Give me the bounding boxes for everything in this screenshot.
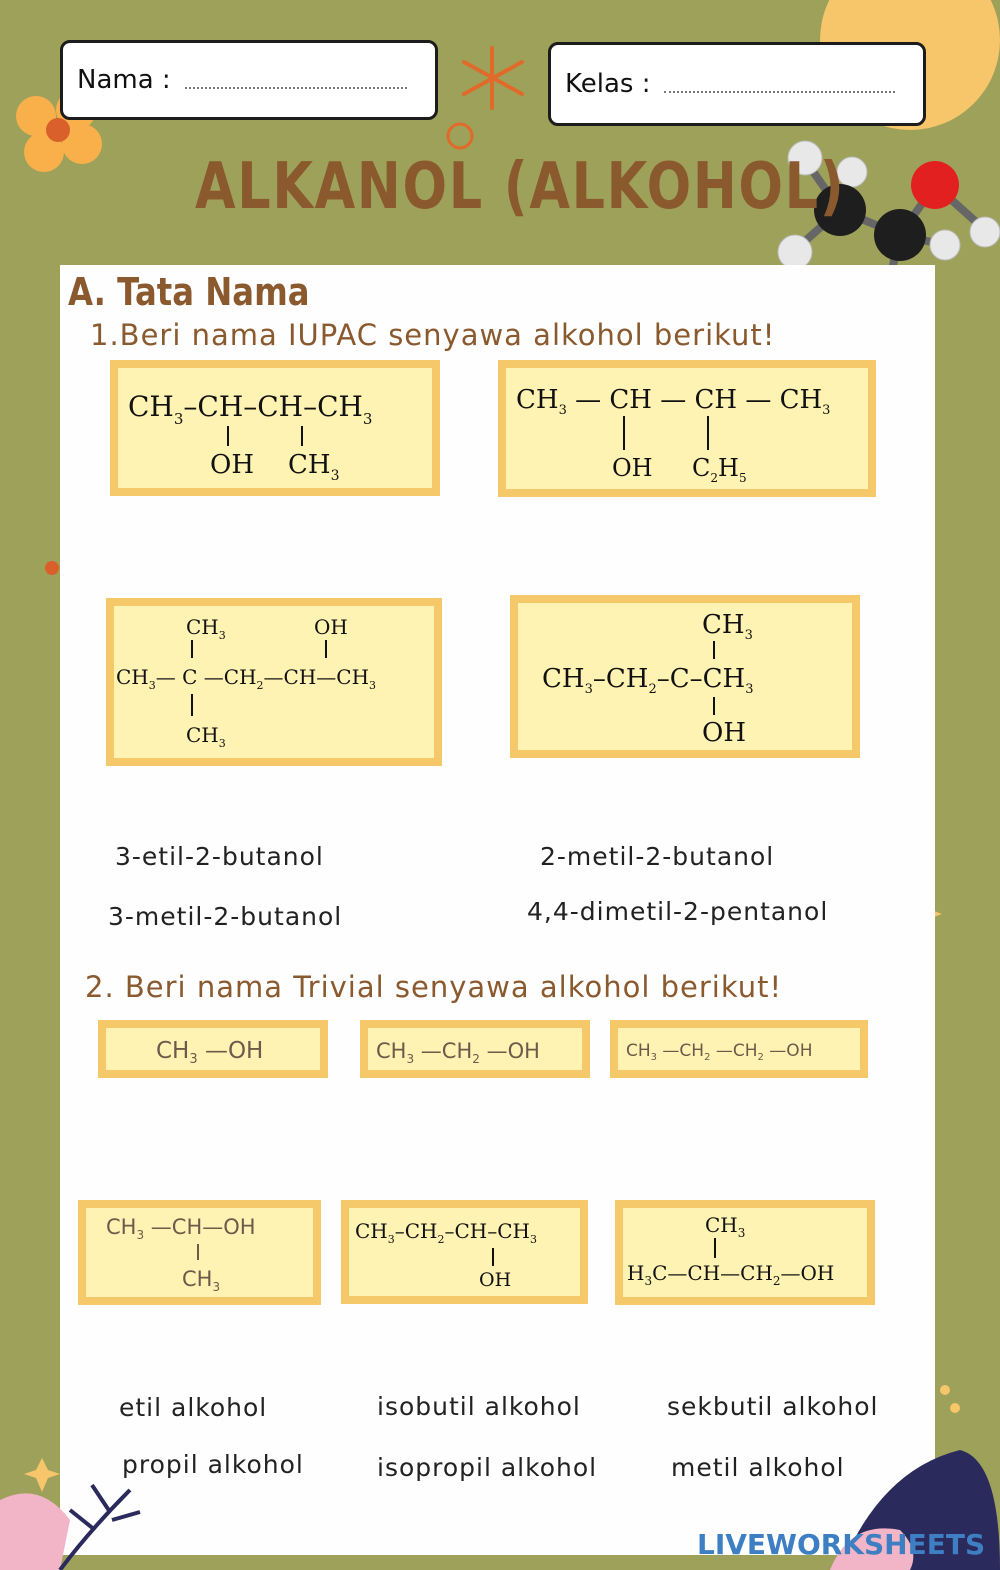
svg-text:CH3: $CH_3$ xyxy=(702,610,753,643)
nama-label: Nama : xyxy=(77,65,171,95)
answer-choice[interactable]: isopropil alkohol xyxy=(377,1453,598,1482)
answer-choice[interactable]: 3-etil-2-butanol xyxy=(115,842,324,871)
svg-text:CH3 —CH2 —CH2 —OH: $CH_3$ $—CH_2$ $—CH_2$ —OH xyxy=(626,1041,813,1063)
page-title: ALKANOL (ALKOHOL) xyxy=(195,150,846,224)
asterisk-icon xyxy=(464,48,522,108)
answer-choice[interactable]: metil alkohol xyxy=(671,1453,845,1482)
svg-text:C2H5: $C_2H_5$ xyxy=(692,454,747,485)
structure-6 xyxy=(360,1020,590,1078)
structure-3 xyxy=(106,598,442,766)
answer-choice[interactable]: propil alkohol xyxy=(122,1450,304,1479)
svg-text:OH: OH xyxy=(314,615,348,639)
answer-choice[interactable]: etil alkohol xyxy=(119,1393,268,1422)
structure-9 xyxy=(341,1200,588,1304)
svg-text:CH3: $CH_3$ xyxy=(705,1213,746,1240)
structure-7 xyxy=(610,1020,868,1078)
svg-text:CH3–CH2–C–CH3: $CH_3-CH_2-C-CH_3$ xyxy=(542,664,754,697)
answer-choice[interactable]: sekbutil alkohol xyxy=(667,1392,879,1421)
structure-8 xyxy=(78,1200,321,1305)
structure-5 xyxy=(98,1020,328,1078)
svg-text:CH3— C —CH2—CH—CH3: $CH_3—$ C $—CH_2—CH—CH_3$ xyxy=(116,665,377,692)
svg-text:CH3: $CH_3$ xyxy=(182,1267,221,1294)
answer-choice[interactable]: 2-metil-2-butanol xyxy=(540,842,775,871)
structure-10 xyxy=(615,1200,875,1305)
structure-1 xyxy=(110,360,440,496)
watermark: LIVEWORKSHEETS xyxy=(697,1528,986,1561)
svg-text:OH: OH xyxy=(210,450,254,480)
answer-choice[interactable]: 4,4-dimetil-2-pentanol xyxy=(527,897,829,926)
nama-dotted-line xyxy=(185,86,407,89)
small-ring xyxy=(448,124,472,148)
nama-field[interactable] xyxy=(60,40,438,120)
answer-choice[interactable]: 3-metil-2-butanol xyxy=(108,902,343,931)
answer-choice[interactable]: isobutil alkohol xyxy=(377,1392,581,1421)
svg-text:CH3: $CH_3$ xyxy=(186,723,226,750)
kelas-label: Kelas : xyxy=(565,69,651,99)
kelas-dotted-line xyxy=(664,90,895,93)
kelas-field[interactable] xyxy=(548,42,926,126)
svg-text:CH3 — CH — CH — CH3: $CH_3$ — CH — CH — $CH_3$ xyxy=(516,385,831,418)
question-1: 1.Beri nama IUPAC senyawa alkohol berikut! xyxy=(90,318,776,352)
question-2: 2. Beri nama Trivial senyawa alkohol berikut! xyxy=(85,970,783,1004)
svg-text:CH3–CH2–CH–CH3: $CH_3-CH_2-CH-CH_3$ xyxy=(355,1219,537,1246)
svg-text:CH3–CH–CH–CH3: $CH_3-CH-CH-CH_3$ xyxy=(128,390,373,428)
svg-text:H3C—CH—CH2—OH: $H_3C—CH—CH_2—OH$ xyxy=(627,1261,835,1288)
section-heading: A. Tata Nama xyxy=(68,270,310,314)
svg-text:CH3: $CH_3$ xyxy=(186,615,226,642)
structure-4 xyxy=(510,595,860,758)
svg-text:OH: OH xyxy=(479,1269,512,1291)
svg-text:CH3 —OH: $CH_3$ —OH xyxy=(156,1038,264,1067)
svg-text:CH3 —CH2 —OH: $CH_3$ $—CH_2$ —OH xyxy=(376,1039,540,1066)
svg-text:CH3 —CH—OH: $CH_3$ —CH—OH xyxy=(106,1215,256,1242)
svg-text:CH3: $CH_3$ xyxy=(288,450,340,484)
svg-text:OH: OH xyxy=(702,718,746,748)
structure-2 xyxy=(498,360,876,497)
svg-text:OH: OH xyxy=(612,454,653,482)
